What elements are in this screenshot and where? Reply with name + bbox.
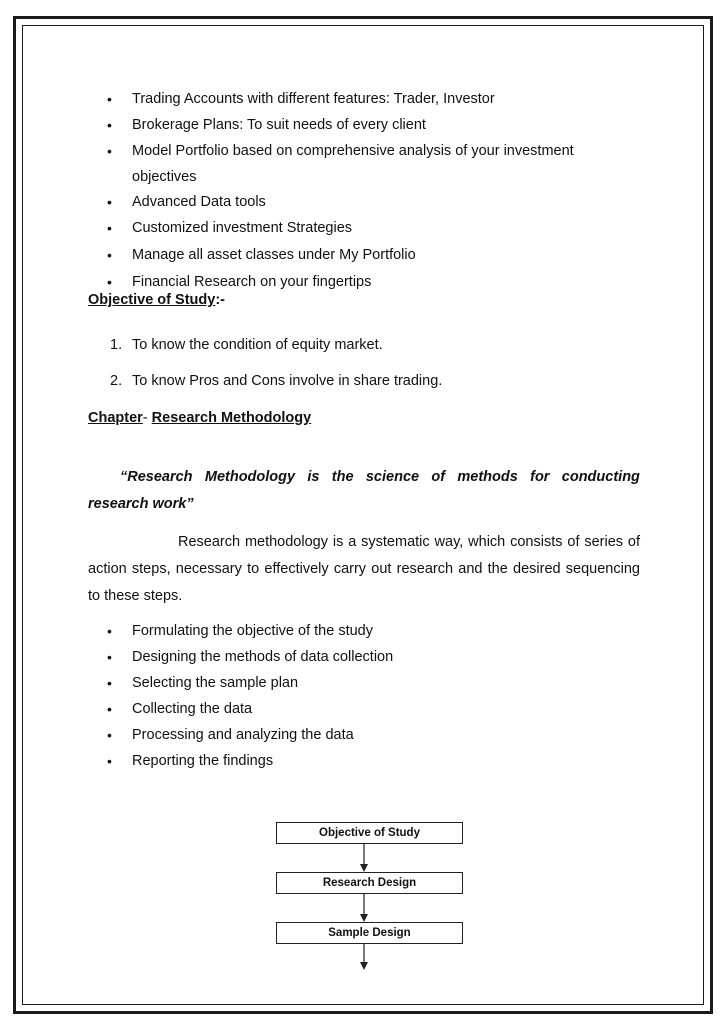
flowchart-arrow-down-icon [360, 894, 368, 922]
paragraph-line-2 [88, 556, 640, 583]
flowchart-arrow-down-icon [360, 844, 368, 872]
bullet-icon: • [107, 117, 112, 133]
paragraph-word: methodology [244, 534, 328, 550]
paragraph-word: carry [333, 561, 367, 577]
paragraph-word: to [247, 561, 260, 577]
paragraph-word: of [567, 534, 580, 550]
paragraph-word: research [396, 561, 454, 577]
bullet-icon: • [107, 675, 112, 691]
list-item-text: Formulating the objective of the study [132, 623, 373, 639]
list-item-text: Trading Accounts with different features: Trader, Investor [132, 91, 495, 107]
list-item-text: Designing the methods of data collection [132, 649, 394, 665]
chapter-label: Chapter [88, 410, 143, 426]
chapter-heading [88, 410, 311, 426]
bullet-icon: • [107, 727, 112, 743]
paragraph-word: consists [510, 534, 563, 550]
list-item-text: objectives [132, 169, 197, 185]
list-item-text: Selecting the sample plan [132, 675, 299, 691]
bullet-icon: • [107, 649, 112, 665]
paragraph-word: systematic [361, 534, 430, 550]
objective-heading [88, 292, 225, 308]
quote-word: for [530, 469, 550, 485]
paragraph-word: effectively [264, 561, 329, 577]
list-item-text: Advanced Data tools [132, 194, 266, 210]
paragraph-word: is [332, 534, 344, 550]
quote-word: methods [457, 469, 518, 485]
flowchart-box-research-design: Research Design [276, 872, 463, 894]
paragraph-word: necessary [175, 561, 242, 577]
list-item-text: Model Portfolio based on comprehensive analysis of your investment [132, 143, 574, 159]
paragraph-word: action [88, 561, 127, 577]
paragraph-line-1 [88, 529, 640, 556]
quote-word: of [431, 469, 446, 485]
paragraph-word: desired [513, 561, 561, 577]
objective-heading-text: Objective of Study [88, 292, 216, 308]
item-number: 1. [110, 337, 123, 353]
quote-word: science [365, 469, 420, 485]
bullet-icon: • [107, 220, 112, 236]
chapter-separator: - [142, 410, 152, 426]
item-text: To know the condition of equity market. [132, 337, 383, 353]
bullet-icon: • [107, 701, 112, 717]
quote-word: the [331, 469, 354, 485]
list-item-text: Customized investment Strategies [132, 220, 353, 236]
list-item-text: Manage all asset classes under My Portfolio [132, 247, 416, 263]
paragraph-word: the [487, 561, 508, 577]
quote-line-1 [88, 464, 640, 491]
item-text: To know Pros and Cons involve in share trading. [132, 373, 443, 389]
quote-word: “Research [120, 469, 193, 485]
list-item-text: Processing and analyzing the data [132, 727, 354, 743]
list-item-text: Brokerage Plans: To suit needs of every client [132, 117, 426, 133]
methodology-quote [88, 464, 640, 518]
methodology-paragraph [88, 529, 640, 610]
paragraph-word: way, [434, 534, 464, 550]
paragraph-word: steps, [131, 561, 171, 577]
paragraph-word: a [348, 534, 357, 550]
paragraph-word: out [371, 561, 392, 577]
bullet-icon: • [107, 753, 112, 769]
paragraph-word: which [468, 534, 506, 550]
list-item-text: Financial Research on your fingertips [132, 274, 372, 290]
bullet-icon: • [107, 274, 112, 290]
paragraph-word: Research [178, 534, 241, 550]
quote-word: Methodology [204, 469, 296, 485]
objective-heading-suffix: :- [215, 292, 225, 308]
bullet-icon: • [107, 623, 112, 639]
quote-line-2: research work” [88, 496, 194, 512]
paragraph-word: of [627, 534, 640, 550]
chapter-title: Research Methodology [151, 410, 312, 426]
flowchart-box-objective: Objective of Study [276, 822, 463, 844]
list-item-text: Collecting the data [132, 701, 253, 717]
flowchart-arrow-down-icon [360, 944, 368, 970]
bullet-icon: • [107, 143, 112, 159]
paragraph-line-3: to these steps. [88, 588, 183, 604]
paragraph-word: and [458, 561, 483, 577]
quote-word: is [307, 469, 320, 485]
paragraph-word: sequencing [565, 561, 640, 577]
paragraph-word: series [584, 534, 624, 550]
list-item-text: Reporting the findings [132, 753, 274, 769]
bullet-icon: • [107, 91, 112, 107]
bullet-icon: • [107, 194, 112, 210]
item-number: 2. [110, 373, 123, 389]
flowchart-box-sample-design: Sample Design [276, 922, 463, 944]
bullet-icon: • [107, 247, 112, 263]
quote-word: conducting [561, 469, 640, 485]
